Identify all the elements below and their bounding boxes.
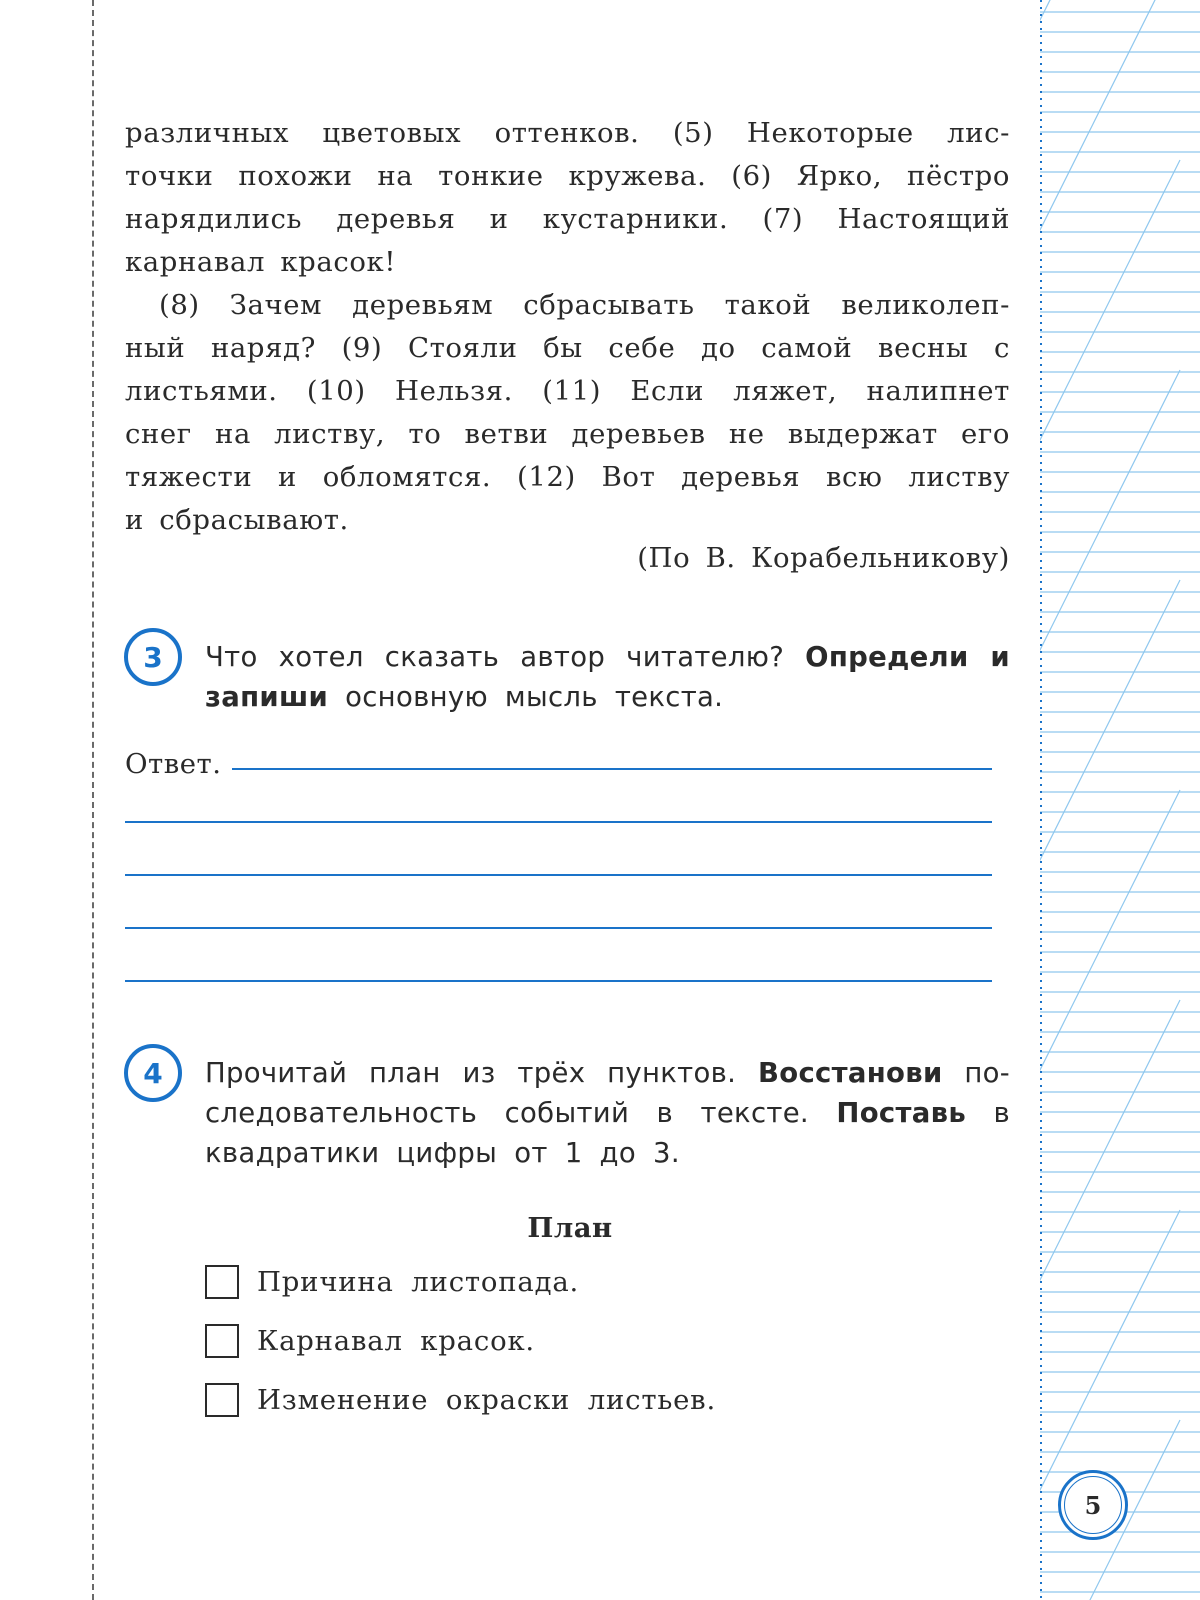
- answer-line[interactable]: [232, 768, 992, 770]
- plan-title: План: [527, 1212, 613, 1244]
- task-3-number-badge: 3: [124, 628, 182, 686]
- task-4-number-badge: 4: [124, 1044, 182, 1102]
- cut-line: [92, 0, 94, 1600]
- plan-checkbox[interactable]: [205, 1383, 239, 1417]
- task-4-bold: Поставь: [836, 1097, 967, 1129]
- margin-slant-line: [1040, 0, 1180, 60]
- plan-item-label: Карнавал красок.: [257, 1325, 535, 1357]
- task-4-text: в: [966, 1097, 1010, 1129]
- story-text: [125, 112, 1010, 542]
- task-4-text: Прочитай план из трёх пунктов.: [205, 1057, 758, 1089]
- story-line: (8) Зачем деревьям сбрасывать такой великолеп-: [159, 289, 1010, 321]
- answer-line[interactable]: [125, 821, 992, 823]
- plan-checkbox[interactable]: [205, 1324, 239, 1358]
- plan-item-label: Причина листопада.: [257, 1266, 580, 1298]
- story-source: (По В. Корабельникову): [637, 542, 1010, 574]
- margin-slant-line: [1040, 0, 1180, 270]
- task-4-bold: Восстанови: [758, 1057, 943, 1089]
- task-3-text: основную мысль текста.: [328, 681, 724, 713]
- task-4-text: следовательность событий в тексте.: [205, 1097, 837, 1129]
- task-4-text: по-: [942, 1057, 1010, 1089]
- margin-slant-line: [1040, 370, 1180, 690]
- story-line: нарядились деревья и кустарники. (7) Настоящий: [125, 203, 1010, 235]
- task-3-instructions: [205, 637, 1010, 717]
- story-line: и сбрасывают.: [125, 504, 349, 536]
- answer-line[interactable]: [125, 874, 992, 876]
- plan-item: [205, 1324, 535, 1358]
- task-3-bold: Определи и: [805, 641, 1010, 673]
- plan-item: [205, 1383, 716, 1417]
- task-3-text: Что хотел сказать автор читателю?: [205, 641, 806, 673]
- task-4-text: квадратики цифры от 1 до 3.: [205, 1137, 680, 1169]
- answer-label: Ответ.: [125, 748, 222, 780]
- story-line: листьями. (10) Нельзя. (11) Если ляжет, налипнет: [125, 375, 1010, 407]
- answer-line[interactable]: [125, 980, 992, 982]
- task-4-instructions: [205, 1053, 1010, 1173]
- task-3-bold: запиши: [205, 681, 329, 713]
- page-number-badge: [1058, 1470, 1128, 1540]
- story-line: тяжести и обломятся. (12) Вот деревья всю листву: [125, 461, 1010, 493]
- ruled-margin: [1040, 0, 1200, 1600]
- story-line: точки похожи на тонкие кружева. (6) Ярко, пёстро: [125, 160, 1010, 192]
- story-line: ный наряд? (9) Стояли бы себе до самой весны с: [125, 332, 1010, 364]
- answer-line[interactable]: [125, 927, 992, 929]
- story-line: снег на листву, то ветви деревьев не выдержат его: [125, 418, 1010, 450]
- plan-item-label: Изменение окраски листьев.: [257, 1384, 717, 1416]
- story-line: различных цветовых оттенков. (5) Некоторые лис-: [125, 117, 1010, 149]
- plan-item: [205, 1265, 579, 1299]
- page-number: 5: [1064, 1476, 1122, 1534]
- plan-checkbox[interactable]: [205, 1265, 239, 1299]
- story-line: карнавал красок!: [125, 246, 396, 278]
- margin-slant-line: [1040, 790, 1180, 1110]
